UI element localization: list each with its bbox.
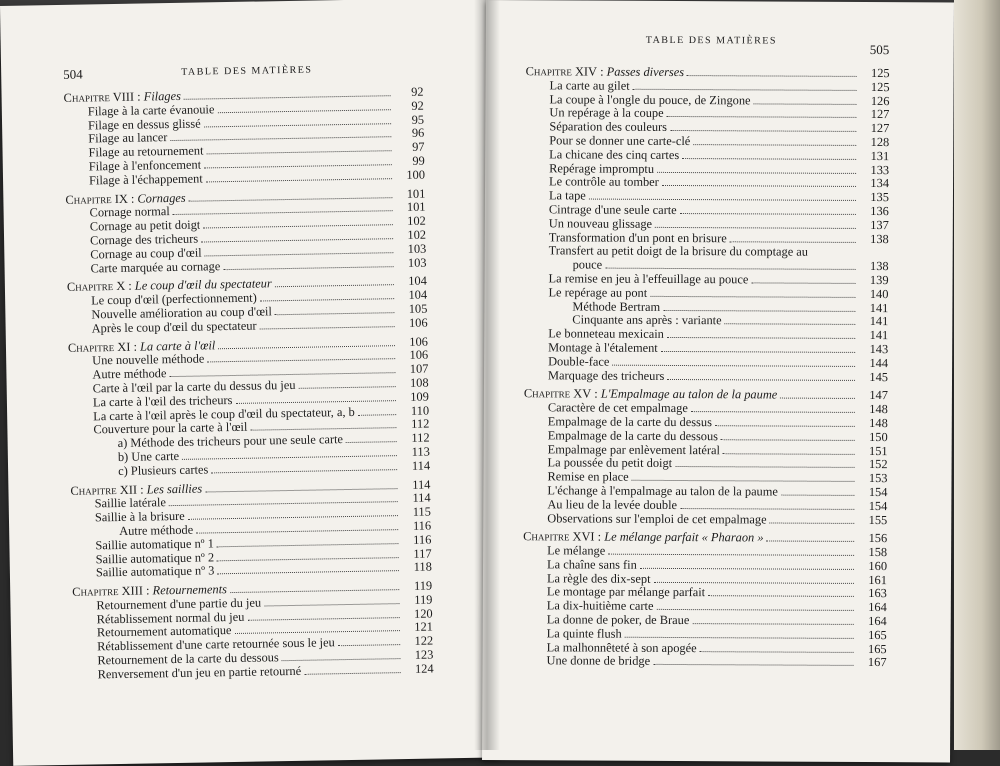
chapter-title: Le coup d'œil du spectateur bbox=[134, 276, 272, 294]
entry-title: Caractère de cet empalmage bbox=[547, 400, 688, 416]
dot-leader bbox=[770, 522, 855, 523]
dot-leader bbox=[250, 427, 396, 431]
entry-title: Renversement d'un jeu en partie retourné bbox=[97, 663, 302, 682]
entry-title: Transfert au petit doigt de la brisure du comptage au bbox=[548, 243, 809, 260]
book-gutter bbox=[474, 0, 500, 750]
dot-leader bbox=[640, 568, 854, 570]
page-ref: 114 bbox=[412, 490, 431, 506]
entry-title: pouce bbox=[572, 257, 603, 272]
page-edges bbox=[954, 0, 1000, 750]
entry-title: Marquage des tricheurs bbox=[548, 367, 665, 383]
entry-title: Saillie automatique nº 2 bbox=[95, 549, 215, 566]
page-ref: 113 bbox=[411, 444, 430, 459]
dot-leader bbox=[358, 414, 396, 416]
page-ref: 140 bbox=[869, 286, 889, 301]
page-ref: 92 bbox=[411, 84, 424, 99]
dot-leader bbox=[605, 268, 855, 270]
entry-title: Méthode Bertram bbox=[572, 299, 661, 314]
page-ref: 127 bbox=[870, 121, 890, 136]
page-ref: 151 bbox=[869, 443, 888, 458]
chapter-title: Le mélange parfait « Pharaon » bbox=[604, 529, 764, 545]
left-page bbox=[0, 0, 499, 766]
page-ref: 104 bbox=[408, 287, 428, 303]
chapter-title: Les saillies bbox=[146, 481, 203, 497]
entry-title: Saillie automatique nº 3 bbox=[95, 563, 215, 580]
page-ref: 144 bbox=[869, 355, 889, 370]
entry-title: Remise en place bbox=[547, 469, 629, 484]
chapter-label: Chapitre XI bbox=[67, 339, 131, 355]
page-ref: 139 bbox=[869, 272, 889, 288]
chapter-title: Filages bbox=[143, 88, 181, 104]
dot-leader bbox=[680, 213, 856, 215]
dot-leader bbox=[247, 617, 399, 621]
page-ref: 114 bbox=[411, 458, 431, 473]
page-ref: 119 bbox=[413, 578, 433, 593]
chapter-heading: Chapitre XV : L'Empalmage au talon de la paume 147 bbox=[523, 386, 888, 403]
entry-title: Carte marquée au cornage bbox=[90, 258, 221, 276]
dot-leader bbox=[721, 439, 855, 441]
page-ref: 138 bbox=[870, 231, 889, 246]
page-ref: 136 bbox=[870, 203, 889, 219]
dot-leader bbox=[670, 130, 856, 132]
chapter-label: Chapitre VIII bbox=[63, 89, 135, 105]
entry-title: Rétablissement normal du jeu bbox=[96, 609, 245, 627]
entry-title: La carte à l'œil après le coup d'œil du spectateur, a, b bbox=[93, 404, 355, 423]
entry-title: Un nouveau glissage bbox=[548, 216, 653, 231]
entry-title: Saillie automatique nº 1 bbox=[95, 536, 214, 553]
page-ref: 106 bbox=[408, 315, 428, 330]
page-ref: 148 bbox=[869, 402, 888, 417]
dot-leader bbox=[655, 227, 856, 229]
dot-leader bbox=[692, 623, 853, 625]
page-ref: 110 bbox=[410, 403, 430, 418]
page-ref: 106 bbox=[409, 334, 429, 349]
page-ref: 141 bbox=[869, 314, 889, 329]
entry-title: Le bonneteau mexicain bbox=[548, 326, 664, 342]
page-ref: 117 bbox=[413, 546, 432, 561]
dot-leader bbox=[661, 351, 855, 353]
entry-title: Filage au retournement bbox=[88, 143, 204, 160]
chapter-heading: Chapitre XII : Les saillies 114 bbox=[70, 477, 431, 498]
dot-leader bbox=[781, 494, 855, 495]
entry-title: Filage à l'enfoncement bbox=[88, 157, 202, 174]
chapter-label: Chapitre XV bbox=[523, 386, 592, 401]
entry-title: Retournement d'une partie du jeu bbox=[96, 595, 262, 613]
dot-leader bbox=[632, 480, 855, 482]
entry-title: La règle des dix-sept bbox=[546, 571, 651, 586]
page-ref: 167 bbox=[867, 655, 887, 670]
page-ref: 99 bbox=[412, 153, 425, 168]
entry-title: La carte à l'œil des tricheurs bbox=[92, 392, 233, 410]
page-ref: 123 bbox=[414, 647, 434, 662]
page-ref: 154 bbox=[868, 484, 888, 500]
page-ref: 120 bbox=[413, 606, 433, 621]
entry-title: Autre méthode bbox=[92, 366, 167, 382]
entry-title: Saillie à la brisure bbox=[94, 508, 185, 525]
entry-title: Retournement automatique bbox=[96, 623, 232, 640]
entry-title: La tape bbox=[548, 188, 586, 203]
page-ref: 125 bbox=[870, 79, 890, 94]
page-ref: 103 bbox=[407, 255, 427, 270]
table-of-contents bbox=[523, 64, 890, 669]
page-ref: 97 bbox=[412, 139, 425, 155]
chapter-label: Chapitre XII bbox=[70, 482, 138, 498]
entry-title: Filage en dessus glissé bbox=[87, 116, 201, 133]
dot-leader bbox=[657, 171, 856, 173]
page-ref: 128 bbox=[870, 135, 890, 150]
page-ref: 108 bbox=[409, 375, 429, 390]
page-ref: 112 bbox=[411, 430, 430, 446]
entry-title: Le repérage au pont bbox=[548, 285, 648, 300]
dot-leader bbox=[304, 672, 400, 675]
entry-title: c) Plusieurs cartes bbox=[118, 462, 209, 478]
page-ref: 92 bbox=[411, 98, 424, 113]
chapter-label: Chapitre XIII bbox=[72, 583, 144, 599]
dot-leader bbox=[275, 285, 394, 288]
dot-leader bbox=[633, 89, 857, 91]
entry-title: a) Méthode des tricheurs pour une seule carte bbox=[117, 432, 344, 451]
dot-leader bbox=[751, 282, 855, 284]
dot-leader bbox=[667, 337, 855, 339]
dot-leader bbox=[691, 411, 855, 413]
dot-leader bbox=[723, 453, 855, 455]
page-ref: 104 bbox=[408, 273, 427, 289]
entry-title: Filage à la carte évanouie bbox=[87, 102, 215, 119]
toc-entry bbox=[524, 368, 888, 384]
page-ref: 119 bbox=[414, 592, 433, 607]
chapter-heading: Chapitre XIV : Passes diverses 125 bbox=[525, 64, 890, 81]
page-ref: 160 bbox=[868, 558, 888, 573]
page-ref: 103 bbox=[407, 241, 427, 256]
page-ref: 100 bbox=[406, 167, 426, 182]
page-ref: 154 bbox=[868, 498, 888, 513]
toc-entry bbox=[523, 511, 887, 527]
page-ref: 124 bbox=[414, 661, 434, 676]
page-number: 505 bbox=[869, 42, 890, 58]
chapter-heading: Chapitre XVI : Le mélange parfait « Pharaon » 156 bbox=[523, 529, 888, 546]
entry-title: Le montage par mélange parfait bbox=[546, 584, 706, 600]
page-ref: 155 bbox=[868, 512, 888, 527]
dot-leader bbox=[654, 582, 854, 584]
dot-leader bbox=[675, 466, 854, 468]
entry-title: La malhonnêteté à son apogée bbox=[546, 639, 697, 655]
entry-title: b) Une carte bbox=[117, 448, 180, 464]
page-ref: 165 bbox=[867, 641, 887, 656]
entry-title: Cinquante ans après : variante bbox=[572, 312, 722, 328]
page-ref: 121 bbox=[414, 620, 434, 635]
page-ref: 137 bbox=[870, 217, 889, 232]
dot-leader bbox=[650, 296, 855, 298]
chapter-label: Chapitre X bbox=[66, 279, 126, 295]
page-ref: 102 bbox=[407, 213, 426, 229]
page-ref: 134 bbox=[870, 176, 890, 191]
dot-leader bbox=[693, 144, 856, 146]
page-ref: 126 bbox=[870, 93, 890, 108]
entry-title: Empalmage de la carte du dessous bbox=[547, 428, 719, 443]
chapter-label: Chapitre IX bbox=[65, 191, 128, 207]
entry-title: Cornage normal bbox=[89, 204, 170, 220]
dot-leader bbox=[346, 441, 397, 443]
page-ref: 95 bbox=[411, 112, 425, 127]
chapter-title: L'Empalmage au talon de la paume bbox=[600, 386, 778, 402]
page-ref: 141 bbox=[869, 328, 889, 343]
page-ref: 141 bbox=[869, 300, 889, 315]
entry-title: Filage au lancer bbox=[88, 130, 168, 146]
dot-leader bbox=[653, 664, 853, 666]
dot-leader bbox=[275, 312, 395, 315]
chapter-label: Chapitre XIV bbox=[525, 64, 598, 79]
entry-title: Nouvelle amélioration au coup d'œil bbox=[91, 304, 272, 322]
page-ref: 131 bbox=[870, 148, 890, 163]
entry-title: Carte à l'œil par la carte du dessus du jeu bbox=[92, 377, 296, 396]
page-ref: 115 bbox=[412, 504, 432, 519]
entry-title: Rétablissement d'une carte retournée sous le jeu bbox=[97, 635, 335, 654]
entry-title: Cornage au coup d'œil bbox=[90, 245, 202, 262]
page-ref: 165 bbox=[868, 627, 887, 642]
entry-title: Une nouvelle méthode bbox=[92, 351, 205, 368]
entry-title: Saillie latérale bbox=[94, 495, 167, 511]
dot-leader bbox=[667, 116, 857, 118]
dot-leader bbox=[715, 425, 855, 427]
entry-title: Au lieu de la levée double bbox=[547, 497, 678, 512]
right-page bbox=[482, 0, 954, 762]
entry-title: La remise en jeu à l'effeuillage au pouce bbox=[548, 271, 749, 287]
entry-title: Repérage impromptu bbox=[549, 160, 655, 176]
page-number: 504 bbox=[63, 66, 83, 82]
dot-leader bbox=[700, 651, 854, 653]
chapter-heading: Chapitre VIII : Filages 92 bbox=[63, 84, 424, 105]
dot-leader bbox=[780, 398, 855, 399]
entry-title: Cornage des tricheurs bbox=[89, 231, 199, 248]
entry-title: L'échange à l'empalmage au talon de la paume bbox=[547, 483, 778, 499]
page-ref: 161 bbox=[868, 572, 888, 587]
page-ref: 152 bbox=[868, 457, 888, 472]
table-of-contents bbox=[63, 85, 433, 682]
entry-title: Empalmage de la carte du dessus bbox=[547, 414, 712, 430]
entry-title: La dix-huitième carte bbox=[546, 598, 654, 614]
entry-title: Le contrôle au tomber bbox=[549, 174, 659, 190]
dot-leader bbox=[682, 158, 856, 160]
page-ref: 158 bbox=[868, 545, 888, 560]
entry-title: Filage à l'échappement bbox=[88, 171, 203, 188]
page-ref: 101 bbox=[406, 186, 426, 201]
page-ref: 101 bbox=[406, 199, 426, 215]
page-ref: 112 bbox=[411, 416, 430, 432]
entry-title: La chaîne sans fin bbox=[547, 557, 637, 572]
entry-title: Transformation d'un pont en brisure bbox=[548, 229, 727, 245]
dot-leader bbox=[282, 658, 401, 661]
entry-title: Après le coup d'œil du spectateur bbox=[91, 318, 257, 336]
entry-title: Empalmage par enlèvement latéral bbox=[547, 441, 721, 457]
page-ref: 105 bbox=[408, 301, 428, 316]
toc-entry bbox=[523, 654, 887, 670]
dot-leader bbox=[612, 364, 855, 366]
dot-leader bbox=[299, 386, 396, 389]
running-header: TABLE DES MATIÈRES bbox=[645, 34, 778, 47]
page-ref: 125 bbox=[870, 66, 890, 81]
entry-title: Séparation des couleurs bbox=[549, 119, 668, 135]
page-ref: 163 bbox=[868, 586, 887, 601]
chapter-heading: Chapitre IX : Cornages 101 bbox=[65, 186, 426, 207]
page-ref: 164 bbox=[868, 614, 887, 629]
page-ref: 153 bbox=[868, 471, 888, 486]
page-ref: 122 bbox=[414, 633, 434, 649]
running-header: TABLE DES MATIÈRES bbox=[181, 64, 313, 78]
entry-title: Le mélange bbox=[547, 543, 606, 558]
chapter-title: Passes diverses bbox=[606, 64, 685, 80]
entry-title: La quinte flush bbox=[546, 626, 622, 641]
dot-leader bbox=[754, 103, 857, 105]
dot-leader bbox=[589, 199, 856, 201]
entry-title: La donne de poker, de Braue bbox=[546, 612, 690, 628]
page-ref: 106 bbox=[409, 347, 429, 363]
entry-title: La carte au gilet bbox=[549, 78, 630, 93]
dot-leader bbox=[608, 554, 854, 556]
entry-title: Un repérage à la coupe bbox=[549, 105, 664, 121]
entry-title: Observations sur l'emploi de cet empalmage bbox=[547, 510, 767, 526]
chapter-label: Chapitre XVI bbox=[523, 529, 595, 544]
dot-leader bbox=[667, 378, 855, 380]
page-ref: 133 bbox=[870, 162, 890, 177]
dot-leader bbox=[708, 596, 854, 598]
dot-leader bbox=[264, 603, 399, 606]
page-ref: 135 bbox=[870, 190, 890, 205]
chapter-heading: Chapitre XI : La carte à l'œil 106 bbox=[67, 334, 429, 355]
entry-title: Double-face bbox=[548, 354, 610, 369]
page-ref: 116 bbox=[412, 518, 432, 533]
dot-leader bbox=[663, 309, 855, 311]
dot-leader bbox=[260, 326, 395, 329]
entry-title: Couverture pour la carte à l'œil bbox=[93, 420, 248, 437]
entry-title: Pour se donner une carte-clé bbox=[549, 133, 691, 149]
entry-title: Le coup d'œil (perfectionnement) bbox=[91, 290, 257, 308]
entry-title: Cintrage d'une seule carte bbox=[548, 202, 677, 217]
page-ref: 116 bbox=[413, 532, 432, 547]
page-ref: 109 bbox=[410, 389, 429, 404]
page-ref: 118 bbox=[413, 559, 432, 575]
entry-title: Une donne de bridge bbox=[546, 653, 651, 669]
page-ref: 127 bbox=[870, 107, 890, 122]
entry-title: Montage à l'étalement bbox=[548, 340, 658, 355]
dot-leader bbox=[260, 298, 394, 301]
dot-leader bbox=[656, 609, 853, 611]
dot-leader bbox=[625, 637, 854, 639]
dot-leader bbox=[680, 508, 854, 510]
page-ref: 148 bbox=[869, 415, 888, 431]
dot-leader bbox=[730, 241, 856, 243]
page-ref: 107 bbox=[409, 361, 429, 377]
dot-leader bbox=[725, 324, 856, 326]
entry-title: La chicane des cinq cartes bbox=[549, 147, 680, 162]
entry-title: Autre méthode bbox=[119, 522, 194, 538]
dot-leader bbox=[662, 185, 856, 187]
chapter-heading: Chapitre X : Le coup d'œil du spectateur 104 bbox=[66, 273, 427, 295]
chapter-title: Cornages bbox=[137, 190, 186, 206]
page-ref: 114 bbox=[412, 477, 431, 492]
page-ref: 156 bbox=[868, 531, 888, 546]
page-ref: 138 bbox=[869, 259, 889, 274]
page-ref: 150 bbox=[869, 429, 888, 444]
chapter-title: La carte à l'œil bbox=[139, 337, 216, 354]
dot-leader bbox=[338, 644, 400, 646]
page-ref: 102 bbox=[407, 227, 427, 242]
page-ref: 147 bbox=[869, 388, 888, 403]
entry-title: La poussée du petit doigt bbox=[547, 455, 673, 471]
entry-title: Retournement de la carte du dessous bbox=[97, 650, 279, 668]
page-ref: 96 bbox=[411, 126, 425, 141]
chapter-heading: Chapitre XIII : Retournements 119 bbox=[72, 578, 433, 599]
entry-title: La coupe à l'ongle du pouce, de Zingone bbox=[549, 91, 751, 107]
page-ref: 164 bbox=[868, 600, 887, 615]
dot-leader bbox=[767, 541, 855, 542]
page-ref: 143 bbox=[869, 341, 889, 357]
dot-leader bbox=[687, 75, 857, 77]
entry-title: Cornage au petit doigt bbox=[89, 217, 201, 234]
chapter-title: Retournements bbox=[152, 582, 228, 598]
page-ref: 145 bbox=[869, 369, 889, 384]
